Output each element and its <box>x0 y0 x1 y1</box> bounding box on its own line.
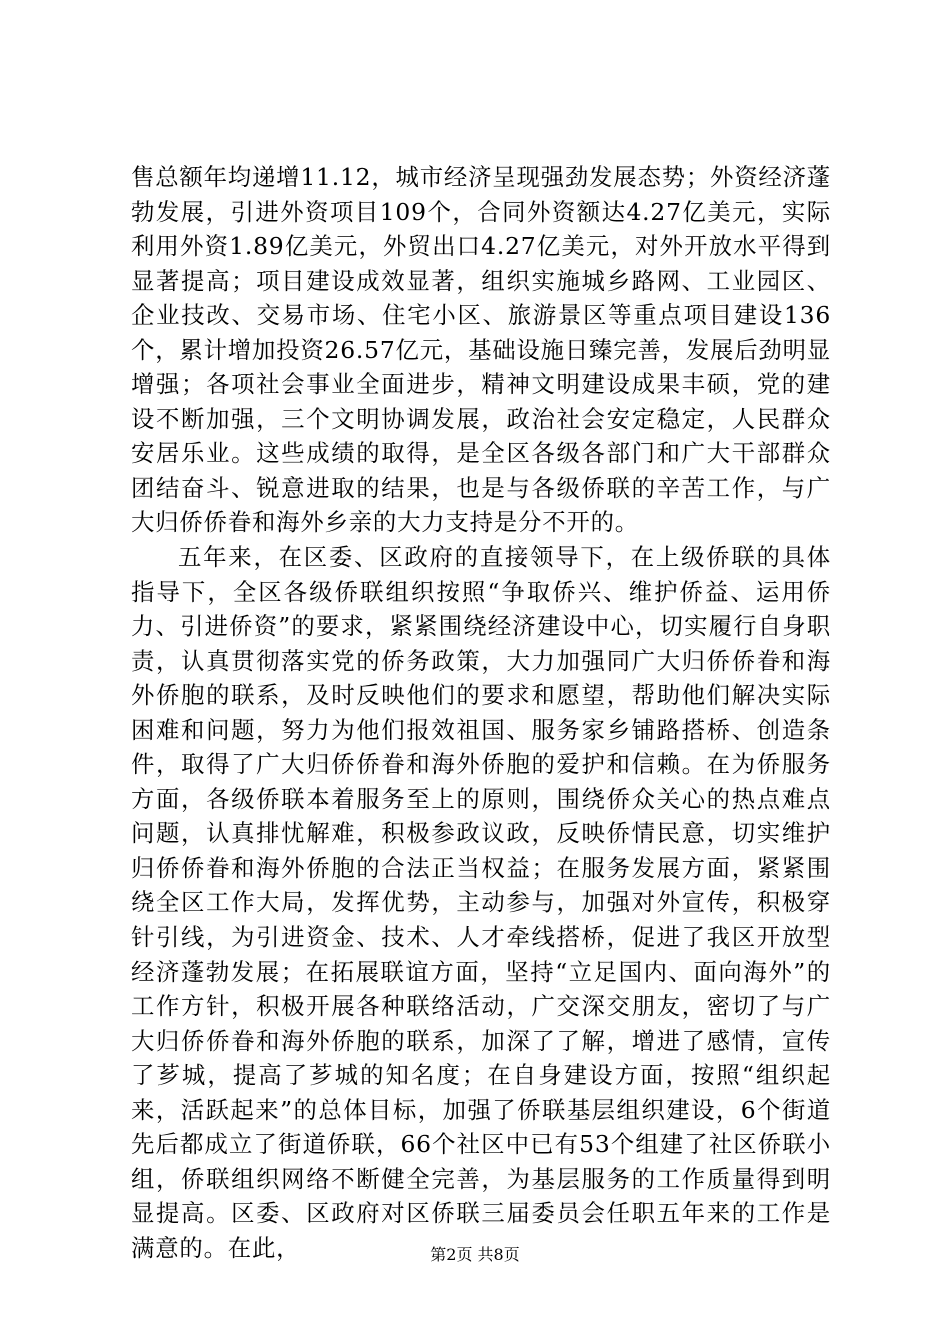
document-body <box>131 160 831 1266</box>
paragraph-continued: 售总额年均递增11.12，城市经济呈现强劲发展态势；外资经济蓬勃发展，引进外资项目109个，合同外资额达4.27亿美元，实际利用外资1.89亿美元，外贸出口4.27亿美元，对外开放水平得到显著提高；项目建设成效显著，组织实施城乡路网、工业园区、企业技改、交易市场、住宅小区、旅游景区等重点项目建设136个，累计增加投资26.57亿元，基础设施日臻完善，发展后劲明显增强；各项社会事业全面进步，精神文明建设成果丰硕，党的建设不断加强，三个文明协调发展，政治社会安定稳定，人民群众安居乐业。这些成绩的取得，是全区各级各部门和广大干部群众团结奋斗、锐意进取的结果，也是与各级侨联的辛苦工作，与广大归侨侨眷和海外乡亲的大力支持是分不开的。 <box>131 163 831 537</box>
page-number: 第2页 共8页 <box>430 1245 520 1264</box>
paragraph-five-years-review: 五年来，在区委、区政府的直接领导下，在上级侨联的具体指导下，全区各级侨联组织按照“争取侨兴、维护侨益、运用侨力、引进侨资”的要求，紧紧围绕经济建设中心，切实履行自身职责，认真贯彻落实党的侨务政策，大力加强同广大归侨侨眷和海外侨胞的联系，及时反映他们的要求和愿望，帮助他们解决实际困难和问题，努力为他们报效祖国、服务家乡铺路搭桥、创造条件，取得了广大归侨侨眷和海外侨胞的爱护和信赖。在为侨服务方面，各级侨联本着服务至上的原则，围绕侨众关心的热点难点问题，认真排忧解难，积极参政议政，反映侨情民意，切实维护归侨侨眷和海外侨胞的合法正当权益；在服务发展方面，紧紧围绕全区工作大局，发挥优势，主动参与，加强对外宣传，积极穿针引线，为引进资金、技术、人才牵线搭桥，促进了我区开放型经济蓬勃发展；在拓展联谊方面，坚持“立足国内、面向海外”的工作方针，积极开展各种联络活动，广交深交朋友，密切了与广大归侨侨眷和海外侨胞的联系，加深了了解，增进了感情，宣传了芗城，提高了芗城的知名度；在自身建设方面，按照“组织起来，活跃起来”的总体目标，加强了侨联基层组织建设，6个街道先后都成立了街道侨联，66个社区中已有53个组建了社区侨联小组，侨联组织网络不断健全完善，为基层服务的工作质量得到明显提高。区委、区政府对区侨联三届委员会任职五年来的工作是满意的。在此， <box>131 543 831 1262</box>
